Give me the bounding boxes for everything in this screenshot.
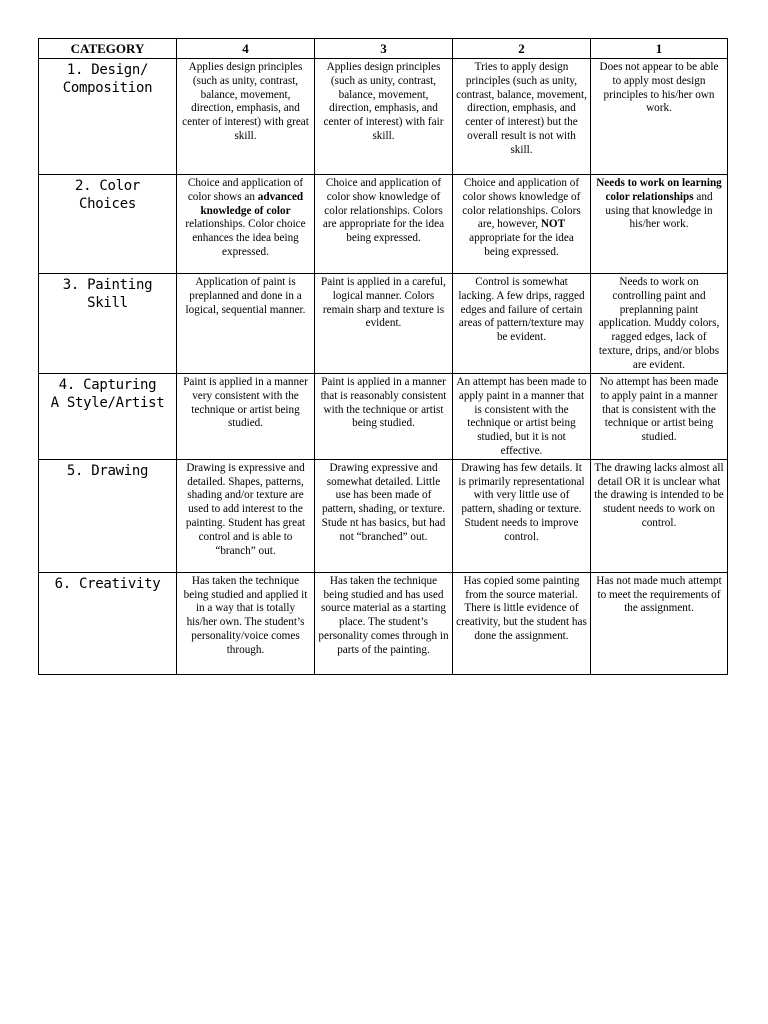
criterion-cell bbox=[177, 459, 315, 572]
criterion-cell bbox=[591, 374, 728, 460]
criterion-emphasis: advanced knowledge of color bbox=[200, 190, 304, 217]
criterion-cell bbox=[315, 59, 453, 175]
criterion-run: Does not appear to be able to apply most design principles to his/her own work. bbox=[599, 61, 719, 115]
header-row bbox=[39, 39, 728, 59]
criterion-cell bbox=[453, 459, 591, 572]
table-row bbox=[39, 572, 728, 674]
criterion-run: Application of paint is preplanned and done in a logical, sequential manner. bbox=[185, 276, 306, 316]
category-cell bbox=[39, 274, 177, 374]
criterion-run: Drawing has few details. It is primarily representational with very little use of pattern, shading or texture. Student needs to improve control. bbox=[458, 461, 585, 543]
header-score-4: 4 bbox=[177, 39, 315, 59]
category-cell bbox=[39, 459, 177, 572]
criterion-text bbox=[180, 177, 311, 260]
criterion-text bbox=[180, 462, 311, 559]
criterion-run: and using that knowledge in his/her work. bbox=[605, 190, 713, 231]
header-score-2: 2 bbox=[453, 39, 591, 59]
criterion-run: Control is somewhat lacking. A few drips, ragged edges and failure of certain areas of pattern/texture may be evident. bbox=[458, 276, 585, 344]
table-row bbox=[39, 374, 728, 460]
criterion-emphasis: NOT bbox=[540, 218, 566, 231]
criterion-run: Drawing expressive and somewhat detailed. Little use has been made of pattern, shading, or texture. Stude nt has basics, but had not “branched” out. bbox=[321, 461, 446, 543]
criterion-text bbox=[594, 575, 724, 616]
table-row bbox=[39, 459, 728, 572]
criterion-cell bbox=[591, 459, 728, 572]
criterion-run: Paint is applied in a careful, logical manner. Colors remain sharp and texture is evident. bbox=[321, 276, 446, 330]
criterion-cell bbox=[315, 274, 453, 374]
header-score-1: 1 bbox=[591, 39, 728, 59]
criterion-text bbox=[594, 276, 724, 373]
criterion-text bbox=[594, 177, 724, 232]
criterion-run: The drawing lacks almost all detail OR it is unclear what the drawing is intended to be student needs to work on control. bbox=[594, 461, 724, 529]
criterion-text bbox=[456, 376, 587, 459]
category-cell bbox=[39, 374, 177, 460]
criterion-emphasis: Needs to work on learning color relationships bbox=[596, 177, 722, 203]
criterion-cell bbox=[591, 274, 728, 374]
criterion-text bbox=[594, 376, 724, 445]
criterion-cell bbox=[591, 572, 728, 674]
criterion-text bbox=[594, 462, 724, 531]
criterion-cell bbox=[315, 459, 453, 572]
criterion-text bbox=[456, 177, 587, 260]
category-label: 6. Creativity bbox=[54, 575, 161, 592]
criterion-run: Drawing is expressive and detailed. Shapes, patterns, shading and/or texture are used to add interest to the painting. Student has great control and is able to “branch” out. bbox=[185, 461, 306, 557]
criterion-run: Has copied some painting from the source material. There is little evidence of creativity, but the student has done the assignment. bbox=[456, 574, 587, 642]
criterion-cell bbox=[591, 175, 728, 274]
category-label: Composition bbox=[62, 80, 153, 96]
category-label: 4. Capturing bbox=[58, 377, 157, 393]
table-row bbox=[39, 59, 728, 175]
criterion-cell bbox=[453, 175, 591, 274]
rubric-table bbox=[38, 38, 728, 675]
criterion-cell bbox=[315, 175, 453, 274]
category-label: A Style/Artist bbox=[50, 395, 165, 411]
category-cell bbox=[39, 572, 177, 674]
criterion-run: No attempt has been made to apply paint in a manner that is consistent with the technique or artist being studied. bbox=[599, 376, 719, 444]
criterion-text bbox=[318, 276, 449, 331]
criterion-run: An attempt has been made to apply paint in a manner that is consistent with the technique or artist being studied, but it is not effective. bbox=[456, 376, 587, 457]
criterion-cell bbox=[177, 274, 315, 374]
criterion-text bbox=[456, 276, 587, 345]
criterion-text bbox=[594, 61, 724, 116]
criterion-run: Has taken the technique being studied and applied it in a way that is totally his/her own. The student’s personality/voice comes through. bbox=[183, 574, 308, 656]
criterion-text bbox=[180, 575, 311, 658]
criterion-text bbox=[456, 462, 587, 545]
criterion-run: Tries to apply design principles (such as unity, contrast, balance, movement, direction, emphasis, and center of interest) but the overall result is not with skill. bbox=[456, 61, 587, 156]
criterion-text bbox=[318, 61, 449, 144]
category-label: 2. Color bbox=[74, 178, 141, 194]
criterion-text bbox=[318, 177, 449, 246]
category-label: Choices bbox=[79, 196, 136, 212]
criterion-run: Paint is applied in a manner very consistent with the technique or artist being studied. bbox=[183, 376, 308, 430]
criterion-cell bbox=[177, 59, 315, 175]
criterion-cell bbox=[453, 59, 591, 175]
category-label: 3. Painting bbox=[62, 277, 153, 293]
criterion-cell bbox=[453, 274, 591, 374]
category-cell bbox=[39, 59, 177, 175]
criterion-text bbox=[180, 61, 311, 144]
criterion-run: Paint is applied in a manner that is reasonably consistent with the technique or artist being studied. bbox=[320, 376, 447, 430]
criterion-run: Has not made much attempt to meet the requirements of the assignment. bbox=[596, 574, 722, 615]
criterion-text bbox=[318, 462, 449, 545]
criterion-text bbox=[456, 61, 587, 158]
header-score-3: 3 bbox=[315, 39, 453, 59]
category-cell bbox=[39, 175, 177, 274]
criterion-cell bbox=[453, 572, 591, 674]
criterion-cell bbox=[591, 59, 728, 175]
criterion-cell bbox=[453, 374, 591, 460]
criterion-run: relationships. Color choice enhances the idea being expressed. bbox=[185, 218, 306, 258]
table-row bbox=[39, 175, 728, 274]
criterion-text bbox=[318, 376, 449, 431]
criterion-run: appropriate for the idea being expressed. bbox=[469, 232, 574, 258]
criterion-run: Choice and application of color shows an bbox=[187, 177, 304, 203]
criterion-run: Needs to work on controlling paint and preplanning paint application. Muddy colors, ragged edges, lack of texture, drips, and/or blobs are evident. bbox=[598, 276, 720, 371]
criterion-text bbox=[456, 575, 587, 644]
criterion-text bbox=[180, 376, 311, 431]
table-row bbox=[39, 274, 728, 374]
criterion-text bbox=[180, 276, 311, 317]
criterion-run: Choice and application of color shows knowledge of color relationships. Colors are, however, bbox=[462, 177, 581, 231]
criterion-cell bbox=[315, 572, 453, 674]
criterion-cell bbox=[177, 572, 315, 674]
criterion-run: Has taken the technique being studied and has used source material as a starting place. The student’s personality comes through in parts of the painting. bbox=[318, 574, 449, 656]
category-label: 1. Design/ bbox=[66, 62, 149, 78]
criterion-run: Choice and application of color show knowledge of color relationships. Colors are appropriate for the idea being expressed. bbox=[322, 177, 445, 245]
criterion-run: Applies design principles (such as unity, contrast, balance, movement, direction, emphasis, and center of interest) with fair skill. bbox=[323, 61, 444, 142]
category-label: 5. Drawing bbox=[66, 462, 149, 479]
header-category: CATEGORY bbox=[39, 39, 177, 59]
criterion-run: Applies design principles (such as unity, contrast, balance, movement, direction, emphasis, and center of interest) with great skill. bbox=[182, 61, 309, 142]
category-label: Skill bbox=[87, 295, 128, 311]
criterion-text bbox=[318, 575, 449, 658]
criterion-cell bbox=[177, 175, 315, 274]
criterion-cell bbox=[177, 374, 315, 460]
criterion-cell bbox=[315, 374, 453, 460]
